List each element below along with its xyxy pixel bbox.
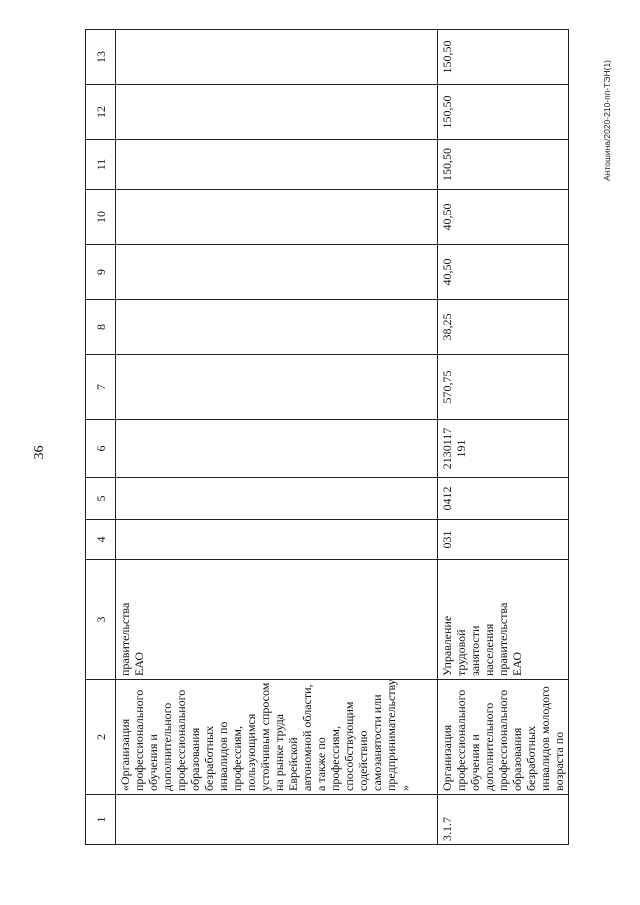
table-row-2-col-9: 40,50 bbox=[438, 245, 569, 300]
table-header-row bbox=[86, 30, 116, 845]
table-row-1-col-8 bbox=[116, 300, 438, 355]
page-number: 36 bbox=[32, 445, 47, 460]
budget-table bbox=[85, 29, 569, 845]
table-row bbox=[116, 30, 438, 845]
table-header-col-1: 1 bbox=[86, 795, 116, 845]
table-row-2-col-2: Организация профессионального обучения и дополнительного профессионального образования безработных инвалидов молодого возраста по bbox=[438, 680, 569, 795]
table-header-col-11: 11 bbox=[86, 140, 116, 190]
table-header-col-9: 9 bbox=[86, 245, 116, 300]
table-header-col-7: 7 bbox=[86, 355, 116, 420]
table-row-1-col-1 bbox=[116, 795, 438, 845]
table-row-1-col-12 bbox=[116, 85, 438, 140]
table-row-2-col-1: 3.1.7 bbox=[438, 795, 569, 845]
table-row-1-col-10 bbox=[116, 190, 438, 245]
table-header-col-4: 4 bbox=[86, 520, 116, 560]
table-row-2-col-13: 150,50 bbox=[438, 30, 569, 85]
table-row-1-col-3: правительства ЕАО bbox=[116, 560, 438, 680]
table-header-col-12: 12 bbox=[86, 85, 116, 140]
table-row-2-col-11: 150,50 bbox=[438, 140, 569, 190]
table-row-2-col-10: 40,50 bbox=[438, 190, 569, 245]
table-row-1-col-4 bbox=[116, 520, 438, 560]
table-header-col-5: 5 bbox=[86, 478, 116, 520]
table-row bbox=[438, 30, 569, 845]
table-row-2-col-5: 0412 bbox=[438, 478, 569, 520]
table-header-col-13: 13 bbox=[86, 30, 116, 85]
table-row-1-col-11 bbox=[116, 140, 438, 190]
table-row-2-col-12: 150,50 bbox=[438, 85, 569, 140]
footer-document-code: Антошина/2020-210-пп-ТЭН(1) bbox=[602, 60, 612, 181]
table-row-1-col-9 bbox=[116, 245, 438, 300]
table-row-2-col-3: Управление трудовой занятости населения правительства ЕАО bbox=[438, 560, 569, 680]
table-row-1-col-7 bbox=[116, 355, 438, 420]
table-header-col-6: 6 bbox=[86, 420, 116, 478]
table-row-2-col-4: 031 bbox=[438, 520, 569, 560]
table-header-col-8: 8 bbox=[86, 300, 116, 355]
table-row-2-col-6: 2130117 191 bbox=[438, 420, 569, 478]
table-header-col-10: 10 bbox=[86, 190, 116, 245]
table-row-2-col-8: 38,25 bbox=[438, 300, 569, 355]
table-header-col-2: 2 bbox=[86, 680, 116, 795]
table-row-1-col-2: «Организация профессионального обучения и дополнительного профессионального образования безработных инвалидов по профессиям, пользующимся устойчивым спросом на рынке труда Еврейской автономной области, а также по профессиям, способствующим содействию самозанятости или предпринимательству » bbox=[116, 680, 438, 795]
table-row-1-col-6 bbox=[116, 420, 438, 478]
table-header-col-3: 3 bbox=[86, 560, 116, 680]
table-row-1-col-5 bbox=[116, 478, 438, 520]
table-row-2-col-7: 570,75 bbox=[438, 355, 569, 420]
table-row-1-col-13 bbox=[116, 30, 438, 85]
